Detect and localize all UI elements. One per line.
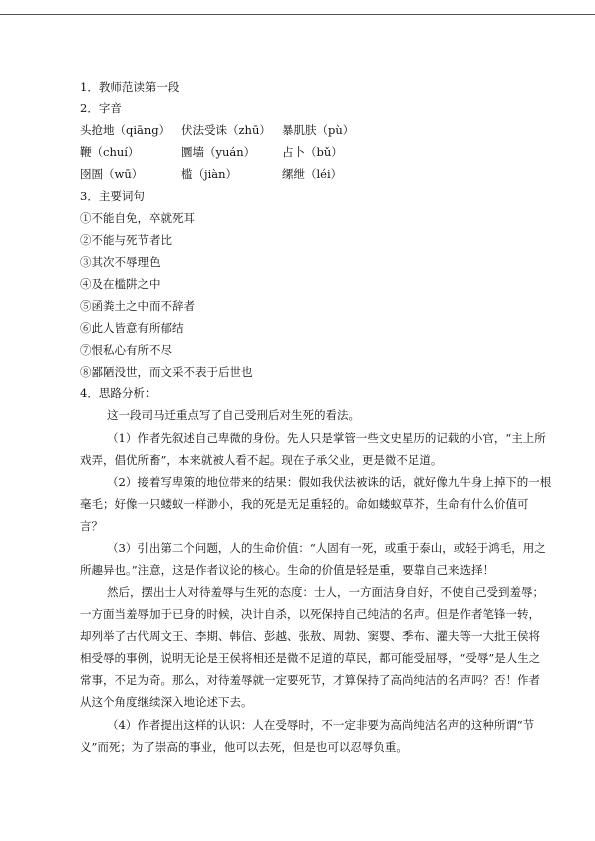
pronunciation-item: 鞭（chuí） (80, 145, 140, 159)
analysis-paragraph-line: （1）作者先叙述自己卑微的身份。先人只是掌管一些文史星历的记载的小官，“主上所 (107, 431, 546, 445)
pronunciation-item: 头抢地（qiāng） (80, 123, 171, 137)
analysis-paragraph-line: （3）引出第二个问题，人的生命价值：“人固有一死，或重于泰山，或轻于鸿毛，用之 (107, 541, 546, 555)
phrase-item: ⑥此人皆意有所郁结 (80, 321, 184, 335)
analysis-paragraph-line: 常事，不足为奇。那么，对待羞辱就一定要死节，才算保持了高尚纯洁的名声吗？否！作者 (80, 673, 540, 687)
pronunciation-item: 囹圄（wū） (80, 167, 144, 181)
analysis-paragraph-line: （4）作者提出这样的认识：人在受辱时，不一定非要为高尚纯洁名声的这种所谓“节 (107, 718, 535, 732)
analysis-paragraph-line: 却列举了古代周文王、李期、韩信、彭越、张敖、周勃、窦婴、季布、灌夫等一大批王侯将 (80, 629, 540, 643)
pronunciation-item: 槛（jiàn） (181, 167, 238, 181)
phrase-item: ④及在槛阱之中 (80, 277, 161, 291)
analysis-paragraph-line: 所趣异也。”注意，这是作者议论的核心。生命的价值是轻是重，要靠自己来选择！ (80, 563, 495, 577)
analysis-intro: 这一段司马迁重点写了自己受刑后对生死的看法。 (107, 408, 360, 422)
phrase-item: ⑤函粪土之中而不辞者 (80, 299, 195, 313)
analysis-paragraph-line: 相受辱的事例，说明无论是王侯将相还是微不足道的草民，都可能受屈辱，“受辱”是人生之 (80, 651, 541, 665)
analysis-paragraph-line: 然后，摆出士人对待羞辱与生死的态度：士人，一方面洁身自好，不使自己受到羞辱； (107, 585, 544, 599)
analysis-paragraph-line: （2）接着写卑策的地位带来的结果：假如我伏法被诛的话，就好像九牛身上掉下的一根 (107, 475, 552, 489)
analysis-paragraph-line: 从这个角度继续深入地论述下去。 (80, 695, 253, 709)
analysis-paragraph-line: 一方面当羞辱加于已身的时候，决计自杀，以死保持自己纯洁的名声。但是作者笔锋一转， (80, 607, 540, 621)
phrase-item: ②不能与死节者比 (80, 233, 172, 247)
pronunciation-item: 伏法受诛（zhū） (181, 123, 271, 137)
analysis-paragraph-line: 毫毛；好像一只蝼蚁一样渺小，我的死是无足重轻的。命如蝼蚁草芥，生命有什么价值可 (80, 497, 529, 511)
pronunciation-item: 缧绁（léi） (282, 167, 343, 181)
phrase-item: ①不能自免，卒就死耳 (80, 211, 195, 225)
section-heading-1: 1．教师范读第一段 (80, 80, 180, 94)
pronunciation-item: 圜墙（yuán） (181, 145, 256, 159)
analysis-paragraph-line: 义”而死；为了崇高的事业，他可以去死，但是也可以忍辱负重。 (80, 740, 408, 754)
phrase-item: ③其次不辱理色 (80, 255, 161, 269)
pronunciation-item: 暴肌肤（pù） (282, 123, 355, 137)
phrase-item: ⑧鄙陋没世，而文采不表于后世也 (80, 365, 253, 379)
section-heading-2: 2．字音 (80, 101, 122, 115)
phrase-item: ⑦恨私心有所不尽 (80, 343, 172, 357)
pronunciation-item: 占卜（bǔ） (282, 145, 343, 159)
analysis-paragraph-line: 言？ (80, 519, 103, 533)
section-heading-4: 4．思路分析： (80, 386, 157, 400)
section-heading-3: 3．主要词句 (80, 189, 145, 203)
analysis-paragraph-line: 戏弄，倡优所畜”，本来就被人看不起。现在子承父业，更是微不足道。 (80, 453, 443, 467)
